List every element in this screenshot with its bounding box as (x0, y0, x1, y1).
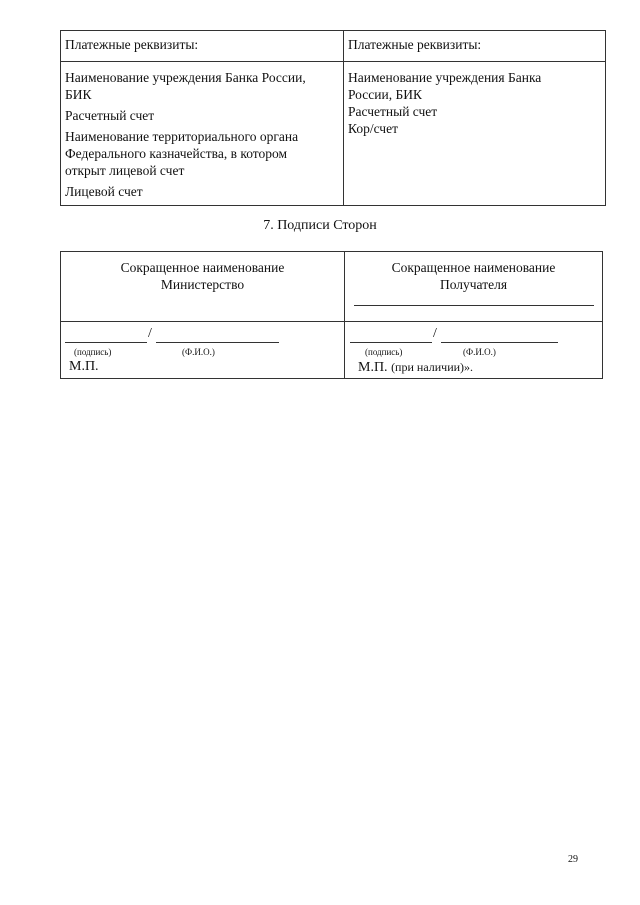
payment-details-right-cell (344, 62, 606, 206)
ministry-name-caption: Сокращенное наименование (120, 260, 285, 275)
payment-details-table (60, 30, 606, 206)
payment-details-header-left: Платежные реквизиты: (61, 31, 344, 62)
stamp-note: (при наличии)». (391, 360, 474, 374)
page-number: 29 (568, 854, 578, 865)
slash: / (433, 326, 437, 341)
payment-details-left-cell (61, 62, 344, 206)
payment-details-header-right: Платежные реквизиты: (344, 31, 606, 62)
signature-label: (подпись) (365, 347, 403, 357)
stamp-label-with-note (358, 359, 473, 376)
correspondent-account-line: Кор/счет (348, 121, 398, 136)
bank-name-line: Наименование учреждения Банка России, (65, 70, 306, 85)
signature-line (65, 328, 147, 343)
ministry-name-cell (61, 252, 345, 322)
treasury-body-line-2: Федерального казначейства, в котором (65, 146, 288, 161)
signatures-table (60, 251, 603, 379)
ministry-signature-cell (61, 322, 345, 379)
bik-line: БИК (65, 87, 92, 102)
fio-line (441, 328, 558, 343)
recipient-signature-cell (345, 322, 603, 379)
recipient-bank-name-line-2: России, БИК (348, 87, 422, 102)
signature-line (350, 328, 432, 343)
treasury-body-line-1: Наименование территориального органа (65, 129, 299, 144)
treasury-body-line-3: открыт лицевой счет (65, 163, 185, 178)
recipient-name-underline (354, 305, 594, 306)
personal-account-line: Лицевой счет (65, 184, 143, 199)
recipient-name: Получателя (439, 277, 508, 292)
settlement-account-line: Расчетный счет (65, 108, 155, 123)
recipient-name-cell (345, 252, 603, 322)
recipient-name-caption: Сокращенное наименование (391, 260, 556, 275)
recipient-bank-name-line-1: Наименование учреждения Банка (348, 70, 542, 85)
signature-label: (подпись) (74, 347, 112, 357)
section-title: 7. Подписи Сторон (263, 218, 377, 233)
ministry-name: Министерство (160, 277, 245, 292)
stamp-label: М.П. (358, 360, 388, 375)
fio-line (156, 328, 279, 343)
fio-label: (Ф.И.О.) (463, 347, 496, 357)
slash: / (148, 326, 152, 341)
recipient-settlement-account-line: Расчетный счет (348, 104, 438, 119)
stamp-label: М.П. (69, 359, 99, 374)
fio-label: (Ф.И.О.) (182, 347, 215, 357)
